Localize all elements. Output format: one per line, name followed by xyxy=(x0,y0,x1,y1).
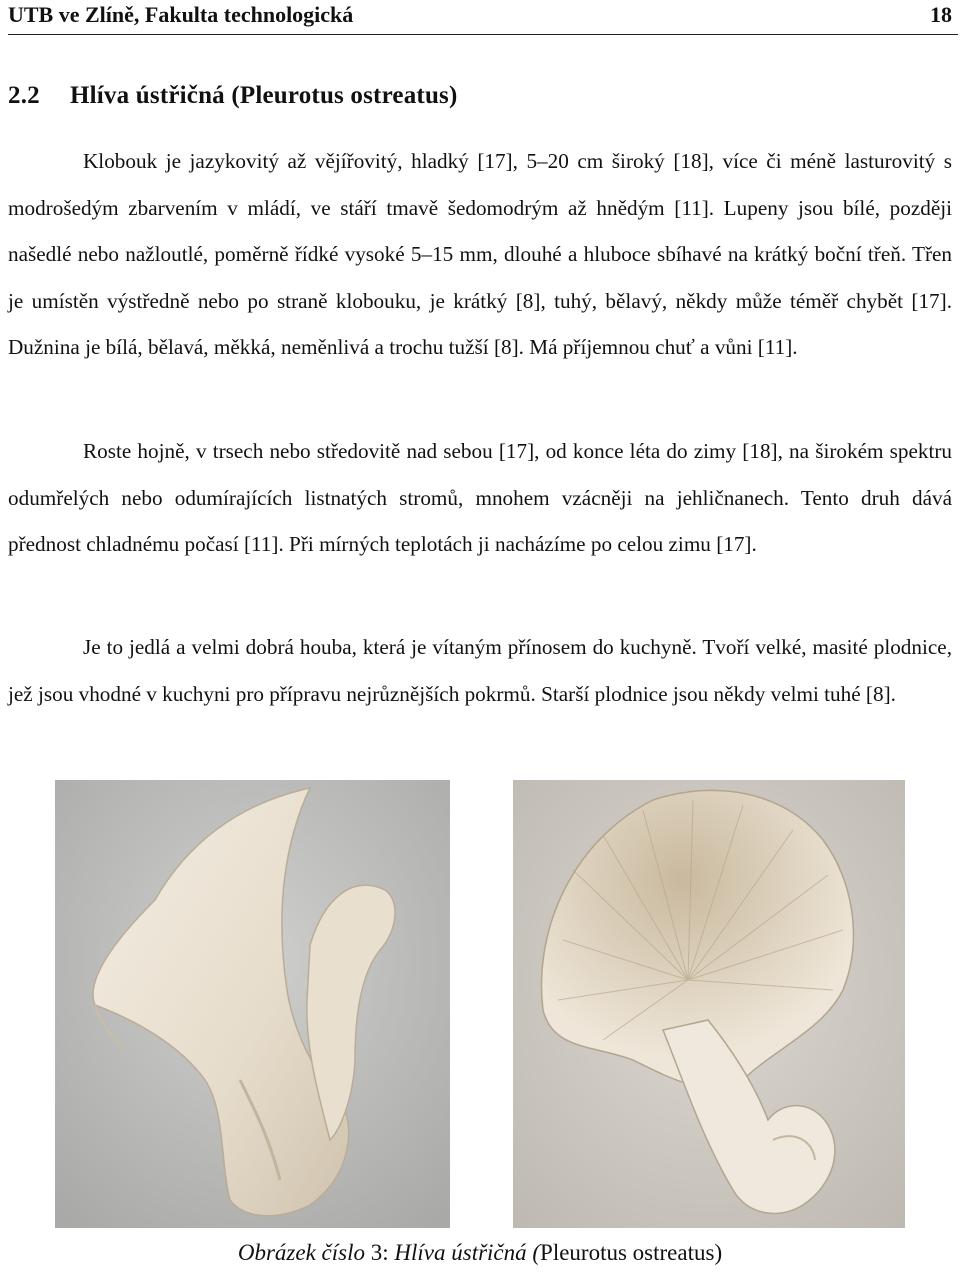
oyster-mushroom-photo-side xyxy=(55,780,450,1228)
institution-name: UTB ve Zlíně, Fakulta technologická xyxy=(8,2,354,27)
section-number: 2.2 xyxy=(8,82,40,109)
paragraph-habitat: Roste hojně, v trsech nebo středovitě nad sebou [17], od konce léta do zimy [18], na širokém spektru odumřelých nebo odumírajících listnatých stromů, mnohem vzácněji na jehličnanech. Tento druh dává přednost chladnému počasí [11]. Při mírných teplotách ji nacházíme po celou zimu [17]. xyxy=(8,439,952,556)
section-title: Hlíva ústřičná (Pleurotus ostreatus) xyxy=(70,82,458,109)
page-header xyxy=(8,0,958,35)
oyster-mushroom-photo-gills xyxy=(513,780,905,1228)
paragraph-culinary: Je to jedlá a velmi dobrá houba, která je vítaným přínosem do kuchyně. Tvoří velké, masité plodnice, jež jsou vhodné v kuchyni pro přípravu nejrůznějších pokrmů. Starší plodnice jsou někdy velmi tuhé [8]. xyxy=(8,635,952,706)
paragraph-description: Klobouk je jazykovitý až vějířovitý, hladký [17], 5–20 cm široký [18], více či méně lasturovitý s modrošedým zbarvením v mládí, ve stáří tmavě šedomodrým až hnědým [11]. Lupeny jsou bílé, později našedlé nebo nažloutlé, poměrně řídké vysoké 5–15 mm, dlouhé a hluboce sbíhavé na krátký boční třeň. Třen je umístěn výstředně nebo po straně klobouku, je krátký [8], tuhý, bělavý, někdy může téměř chybět [17]. Dužnina je bílá, bělavá, měkká, neměnlivá a trochu tužší [8]. Má příjemnou chuť a vůni [11]. xyxy=(8,149,952,359)
figure-caption: Obrázek číslo 3: Hlíva ústřičná (Pleurotus ostreatus) xyxy=(237,1240,723,1265)
section-heading xyxy=(8,82,458,110)
page-number: 18 xyxy=(930,2,952,27)
